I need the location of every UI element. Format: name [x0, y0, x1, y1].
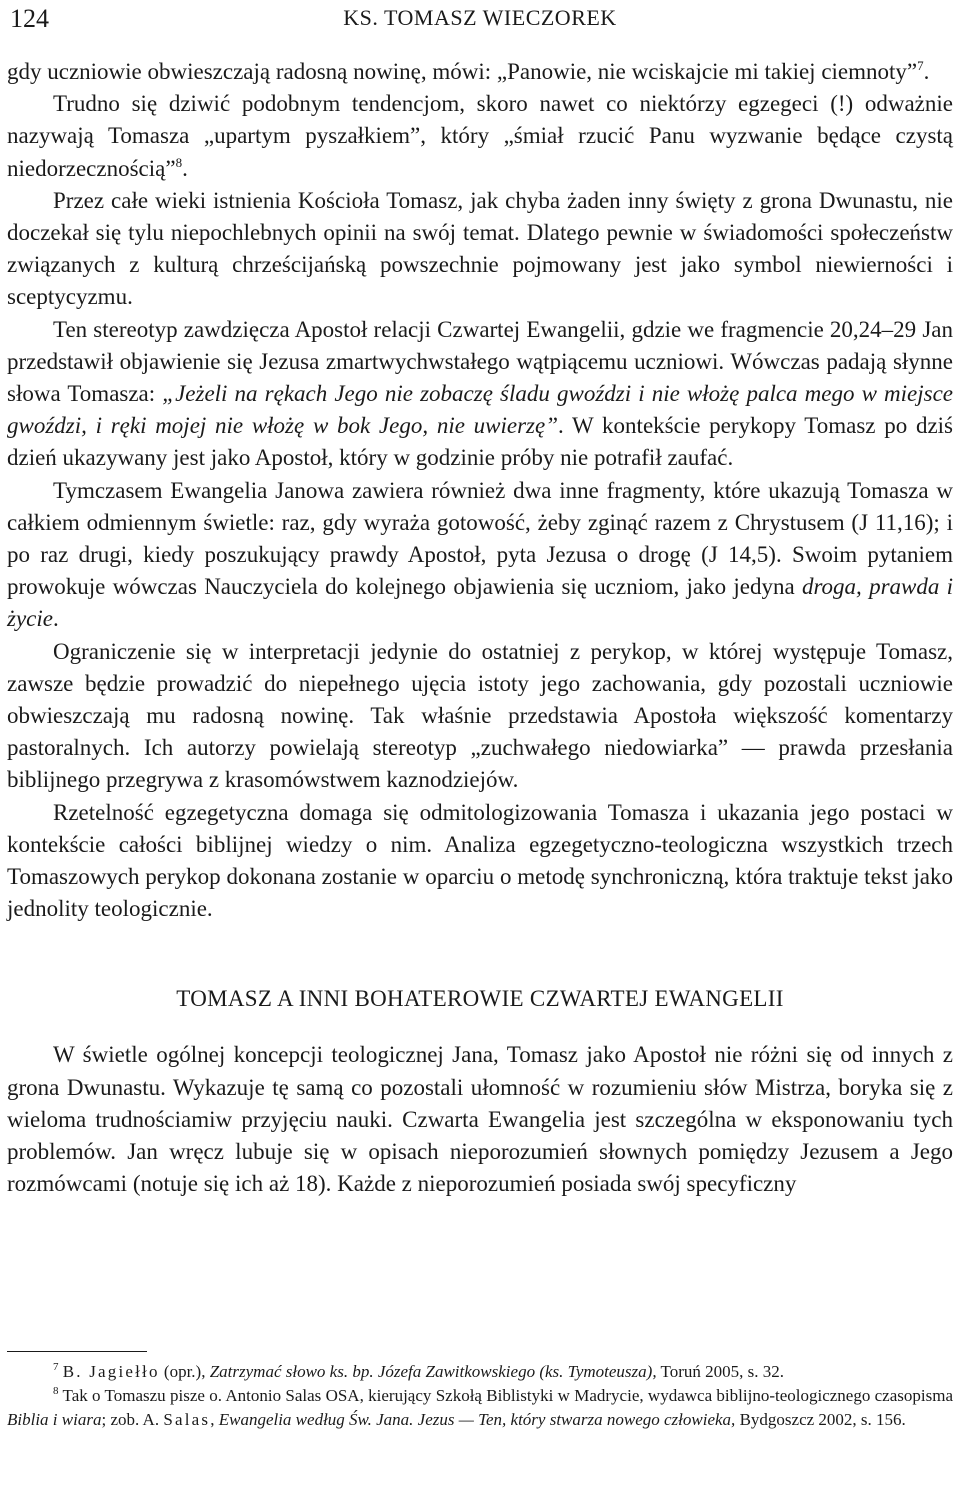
paragraph: Przez całe wieki istnienia Kościoła Tomasz, jak chyba żaden inny święty z grona Dwunastu, nie doczekał się tylu niepochlebnych opinii na swój temat. Dlatego pewnie w świadomości społeczeństw związanych z kulturą chrześcijańską powszechnie pojmowany jest jako symbol niewierności i sceptycyzmu. — [7, 187, 953, 310]
footnote-title: Zatrzymać słowo ks. bp. Józefa Zawitkowskiego (ks. Tymoteusza), — [209, 1362, 657, 1381]
footnote-ref[interactable]: 7 — [917, 58, 924, 73]
section-heading: TOMASZ A INNI BOHATEROWIE CZWARTEJ EWANGELII — [176, 986, 784, 1012]
page-number: 124 — [10, 4, 49, 33]
running-head: KS. TOMASZ WIECZOREK — [343, 5, 617, 30]
paragraph: gdy uczniowie obwieszczają radosną nowinę, mówi: „Panowie, nie wciskajcie mi takiej ciemnoty”$^7$. — [7, 58, 930, 84]
footnote-author: B. Jagiełło — [62, 1362, 160, 1381]
body-text — [7, 56, 953, 1201]
footnote-ref[interactable]: 8 — [175, 154, 183, 170]
footnote-divider — [7, 1351, 147, 1352]
paragraph: Trudno się dziwić podobnym tendencjom, skoro nawet co niektórzy egzegeci (!) odważnie nazywają Tomasza „upartym pyszałkiem”, który „śmiał rzucić Panu wyzwanie będące czystą niedorzecznością”$^8$. — [7, 91, 953, 181]
scripture-quote: „Jeżeli na rękach Jego nie zobaczę śladu gwoździ i nie włożę palca mego w miejsce gwoździ, i ręki mojej nie włożę w bok Jego, nie uwierzę” — [7, 381, 954, 439]
scripture-phrase: droga, prawda i życie — [7, 574, 954, 632]
footnote-7: $^7$ B. Jagiełło (opr.), Zatrzymać słowo ks. bp. Józefa Zawitkowskiego (ks. Tymoteusza), Toruń 2005, s. 32. — [53, 1361, 784, 1381]
footnote-author: Salas — [163, 1410, 211, 1429]
footnotes — [7, 1351, 953, 1432]
paragraph: Ten stereotyp zawdzięcza Apostoł relacji Czwartej Ewangelii, gdzie we fragmencie 20,24–29 Jan przedstawił objawienie się Jezusa zmartwychwstałego wątpiącemu uczniowi. Wówczas padają słynne słowa Tomasza: „Jeżeli na rękach Jego nie zobaczę śladu gwoździ i nie włożę palca mego w miejsce gwoździ, i ręki mojej nie włożę w bok Jego, nie uwierzę”. W kontekście perykopy Tomasz po dziś dzień ukazywany jest jako Apostoł, który w godzinie próby nie potrafił zaufać. — [7, 316, 954, 471]
footnote-number: 8 — [53, 1385, 59, 1397]
page-header — [10, 0, 950, 34]
paragraph: Tymczasem Ewangelia Janowa zawiera również dwa inne fragmenty, które ukazują Tomasza w całkiem odmiennym świetle: raz, gdy wyraża gotowość, żeby zginąć razem z Chrystusem (J 11,16); i po raz drugi, kiedy poszukujący prawdy Apostoł, pyta Jezusa o drogę (J 14,5). Swoim pytaniem prowokuje wówczas Nauczyciela do kolejnego objawienia się uczniom, jako jedyna droga, prawda i życie. — [7, 477, 954, 632]
paragraph: Rzetelność egzegetyczna domaga się odmitologizowania Tomasza i ukazania jego postaci w kontekście całości biblijnej wiedzy o nim. Analiza egzegetyczno-teologiczna wszystkich trzech Tomaszowych perykop dokonana zostanie w oparciu o metodę synchroniczną, która traktuje tekst jako jednolity teologicznie. — [7, 799, 953, 922]
footnote-journal: Biblia i wiara — [7, 1410, 102, 1429]
footnote-number: 7 — [53, 1361, 59, 1373]
paragraph: W świetle ogólnej koncepcji teologicznej Jana, Tomasz jako Apostoł nie różni się od innych z grona Dwunastu. Wykazuje tę samą co pozostali ułomność w rozumieniu słów Mistrza, boryka się z wieloma trudnościamiw przyjęciu nauki. Czwarta Ewangelia jest szczególna w eksponowaniu tych problemów. Jan wręcz lubuje się w opisach nieporozumień słownych pomiędzy Jezusem a Jego rozmówcami (notuje się ich aż 18). Każde z nieporozumień posiada swój specyficzny — [7, 1042, 953, 1197]
footnote-title: Ewangelia według Św. Jana. Jezus — Ten, który stwarza nowego człowieka, — [218, 1410, 736, 1429]
paragraph: Ograniczenie się w interpretacji jedynie do ostatniej z perykop, w której występuje Tomasz, zawsze będzie prowadzić do niepełnego ujęcia istoty jego zachowania, gdy pozostali uczniowie obwieszczają mu radosną nowinę. Tak właśnie przedstawia Apostoła większość komentarzy pastoralnych. Ich autorzy powielają stereotyp „zuchwałego niedowiarka” — prawda przesłania biblijnego przegrywa z krasomówstwem kaznodziejów. — [7, 638, 953, 793]
footnote-8: $^8$ Tak o Tomaszu pisze o. Antonio Salas OSA, kierujący Szkołą Biblistyki w Madrycie, wydawca biblijno-teologicznego czasopisma Biblia i wiara; zob. A. Salas, Ewangelia według Św. Jana. Jezus — Ten, który stwarza nowego człowieka, Bydgoszcz 2002, s. 156. — [7, 1385, 953, 1429]
